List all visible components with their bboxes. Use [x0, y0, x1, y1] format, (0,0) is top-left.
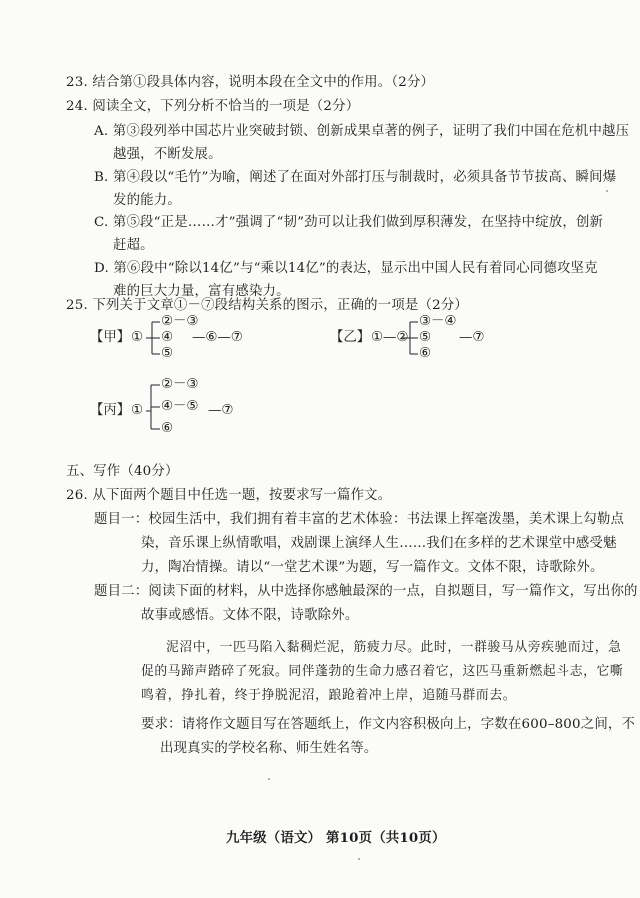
diagram-yi-branch-3: ⑥ — [419, 346, 432, 361]
option-d-line2: 难的巨大力量，富有感染力。 — [113, 284, 290, 299]
option-d-line1: D. 第⑥段中“除以14亿”与“乘以14亿”的表达，显示出中国人民有着同心同德攻坚克 — [94, 261, 598, 276]
option-a-line1: A. 第③段列举中国芯片业突破封锁、创新成果卓著的例子，证明了我们中国在危机中越压 — [94, 124, 630, 139]
option-c-line1: C. 第⑤段“正是……才”强调了“韧”劲可以让我们做到厚积薄发，在坚持中绽放，创新 — [94, 215, 604, 230]
question-24-stem: 24. 阅读全文，下列分析不恰当的一项是（2分） — [66, 99, 360, 114]
diagram-yi-label: 【乙】 — [330, 330, 371, 345]
requirement-line1: 要求：请将作文题目写在答题纸上，作文内容积极向上，字数在600–800之间，不 — [141, 717, 636, 732]
diagram-bing-branch-1: ②－③ — [161, 377, 199, 392]
option-b-line2: 发的能力。 — [113, 193, 181, 208]
scan-speck — [606, 190, 608, 192]
diagram-yi-tail: —⑦ — [459, 330, 485, 345]
topic-2-line1: 题目二：阅读下面的材料，从中选择你感触最深的一点，自拟题目，写一篇作文，写出你的 — [94, 584, 638, 599]
diagram-jia-tail: —⑥—⑦ — [192, 330, 243, 345]
section-5-title: 五、写作（40分） — [66, 464, 179, 479]
diagram-bing-branch-2: ④－⑤ — [161, 399, 199, 414]
diagram-bing-tail: —⑦ — [208, 403, 234, 418]
diagram-bing-branch-3: ⑥ — [161, 421, 174, 436]
material-line2: 促的马蹄声踏碎了死寂。同伴蓬勃的生命力感召着它，这匹马重新燃起斗志，它嘶 — [141, 664, 624, 679]
diagram-jia-branch-1: ②－③ — [161, 314, 199, 329]
question-26-stem: 26. 从下面两个题目中任选一题，按要求写一篇作文。 — [66, 488, 392, 503]
diagram-bing-label: 【丙】 — [90, 403, 131, 418]
diagram-yi-root: ①—② — [371, 330, 409, 345]
question-23: 23. 结合第①段具体内容，说明本段在全文中的作用。（2分） — [66, 75, 435, 90]
diagram-jia-branch-2: ④ — [161, 330, 174, 345]
scan-speck — [268, 778, 270, 780]
diagram-yi-branch-1: ③－④ — [419, 314, 457, 329]
material-line1: 泥沼中，一匹马陷入黏稠烂泥，筋疲力尽。此时，一群骏马从旁疾驰而过，急 — [166, 640, 622, 655]
topic-2-line2: 故事或感悟。文体不限，诗歌除外。 — [141, 608, 359, 623]
diagram-jia-branch-3: ⑤ — [161, 346, 174, 361]
diagram-yi-branch-2: ⑤ — [419, 330, 432, 345]
diagram-jia-label: 【甲】 — [90, 330, 131, 345]
option-c-line2: 赶超。 — [113, 238, 154, 253]
topic-1-line3: 力，陶冶情操。请以“一堂艺术课”为题，写一篇作文。文体不限，诗歌除外。 — [141, 560, 604, 575]
page-footer: 九年级（语文） 第10页（共10页） — [226, 830, 446, 846]
scan-speck — [358, 858, 360, 860]
option-b-line1: B. 第④段以“毛竹”为喻，阐述了在面对外部打压与制裁时，必须具备节节拔高、瞬间爆 — [94, 170, 617, 185]
question-25-stem: 25. 下列关于文章①－⑦段结构关系的图示，正确的一项是（2分） — [66, 298, 469, 313]
diagram-bing-root: ① — [131, 403, 144, 418]
topic-1-line2: 染，音乐课上纵情歌唱，戏剧课上演绎人生……我们在多样的艺术课堂中感受魅 — [141, 536, 617, 551]
diagram-jia-root: ① — [131, 330, 144, 345]
requirement-line2: 出现真实的学校名称、师生姓名等。 — [160, 741, 378, 756]
option-a-line2: 越强，不断发展。 — [113, 147, 222, 162]
material-line3: 鸣着，挣扎着，终于挣脱泥沼，踉跄着冲上岸，追随马群而去。 — [141, 688, 517, 703]
topic-1-line1: 题目一：校园生活中，我们拥有着丰富的艺术体验：书法课上挥毫泼墨，美术课上勾勒点 — [94, 512, 625, 527]
